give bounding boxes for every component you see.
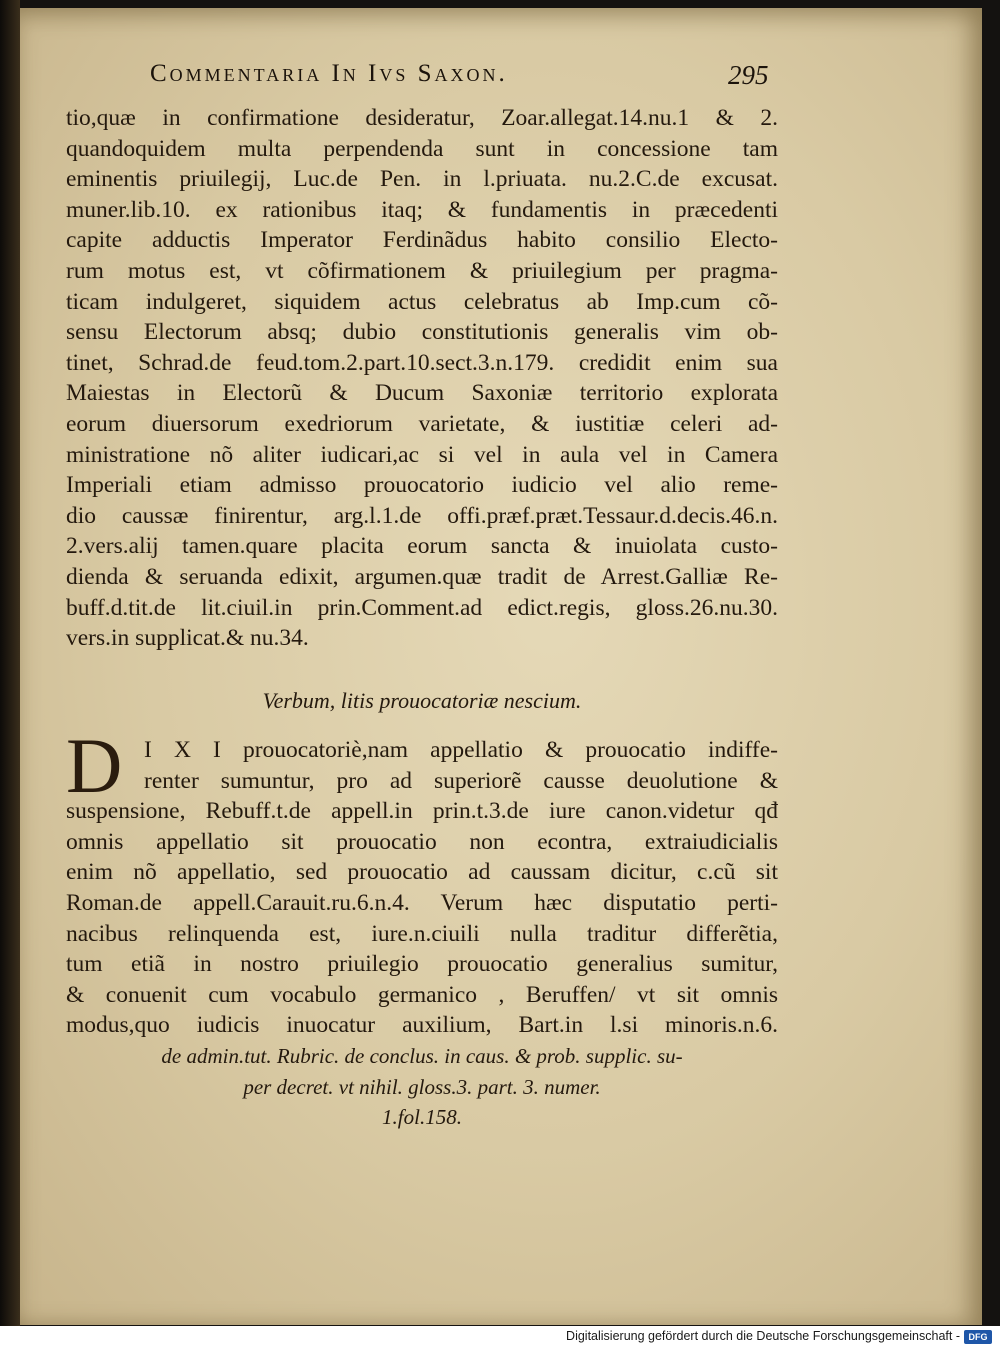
text-line: per decret. vt nihil. gloss.3. part. 3. numer.: [243, 1074, 601, 1099]
text-line: dio caussæ finirentur, arg.l.1.de offi.præf.præt.Tessaur.d.decis.46.n.: [66, 502, 778, 529]
running-head: Commentaria In Ivs Saxon.: [150, 60, 508, 87]
text-line: enim nõ appellatio, sed prouocatio ad caussam dicitur, c.cũ sit: [66, 859, 778, 886]
dfg-logo: DFG: [964, 1330, 992, 1344]
text-line: eminentis priuilegij, Luc.de Pen. in l.priuata. nu.2.C.de excusat.: [66, 166, 778, 193]
text-line: suspensione, Rebuff.t.de appell.in prin.t.3.de iure canon.videtur qđ: [66, 798, 778, 825]
text-line: vers.in supplicat.& nu.34.: [66, 625, 309, 652]
funding-credit: Digitalisierung gefördert durch die Deutsche Forschungsgemeinschaft -: [566, 1329, 960, 1343]
text-line: I X I prouocatoriè,nam appellatio & prouocatio indiffe-: [144, 737, 778, 763]
text-line: quandoquidem multa perpendenda sunt in concessione tam: [66, 135, 778, 162]
text-line: muner.lib.10. ex rationibus itaq; & fundamentis in præcedenti: [66, 196, 778, 223]
text-line: Maiestas in Electorũ & Ducum Saxoniæ territorio explorata: [66, 380, 778, 407]
text-line: ministratione nõ aliter iudicari,ac si vel in aula vel in Camera: [66, 441, 778, 468]
text-line: tum etiã in nostro priuilegio prouocatio generalius sumitur,: [66, 951, 778, 978]
digitization-footer: [0, 1326, 1000, 1349]
text-line: tinet, Schrad.de feud.tom.2.part.10.sect.3.n.179. credidit enim sua: [66, 349, 778, 376]
paragraph-2: [66, 722, 778, 1133]
text-line: modus,quo iudicis inuocatur auxilium, Bart.in l.si minoris.n.6.: [66, 1012, 778, 1039]
text-line: Imperiali etiam admisso prouocatorio iudicio vel alio reme-: [66, 472, 778, 499]
text-line: tio,quæ in confirmatione desideratur, Zoar.allegat.14.nu.1 & 2.: [66, 105, 778, 131]
page-number: 295: [728, 60, 769, 90]
section-heading: Verbum, litis prouocatoriæ nescium.: [262, 688, 582, 713]
text-line: 1.fol.158.: [382, 1105, 462, 1130]
scan-edge: [0, 0, 20, 1349]
text-line: omnis appellatio sit prouocatio non econtra, extraiudicialis: [66, 828, 778, 855]
text-line: capite adductis Imperator Ferdinãdus habito consilio Electo-: [66, 227, 778, 254]
text-line: dienda & seruanda edixit, argumen.quæ tradit de Arrest.Galliæ Re-: [66, 563, 778, 590]
paragraph-1: [66, 103, 778, 654]
text-line: buff.d.tit.de lit.ciuil.in prin.Comment.ad edict.regis, gloss.26.nu.30.: [66, 594, 778, 621]
text-line: Roman.de appell.Carauit.ru.6.n.4. Verum hæc disputatio perti-: [66, 889, 778, 916]
text-line: de admin.tut. Rubric. de conclus. in caus. & prob. supplic. su-: [161, 1043, 683, 1068]
drop-cap: D: [66, 722, 123, 809]
text-line: nacibus relinquenda est, iure.n.ciuili nulla traditur differẽtia,: [66, 920, 778, 947]
text-line: & conuenit cum vocabulo germanico , Beruffen/ vt sit omnis: [66, 981, 778, 1008]
text-line: sensu Electorum absq; dubio constitutionis generalis vim ob-: [66, 319, 778, 346]
text-line: ticam indulgeret, siquidem actus celebratus ab Imp.cum cõ-: [66, 288, 778, 315]
text-line: eorum diuersorum exedriorum varietate, & iustitiæ celeri ad-: [66, 410, 778, 437]
text-line: 2.vers.alij tamen.quare placita eorum sancta & inuiolata custo-: [66, 533, 778, 560]
text-line: renter sumuntur, pro ad superiorẽ causse deuolutione &: [144, 767, 778, 794]
text-line: rum motus est, vt cõfirmationem & priuilegium per pragma-: [66, 257, 778, 284]
